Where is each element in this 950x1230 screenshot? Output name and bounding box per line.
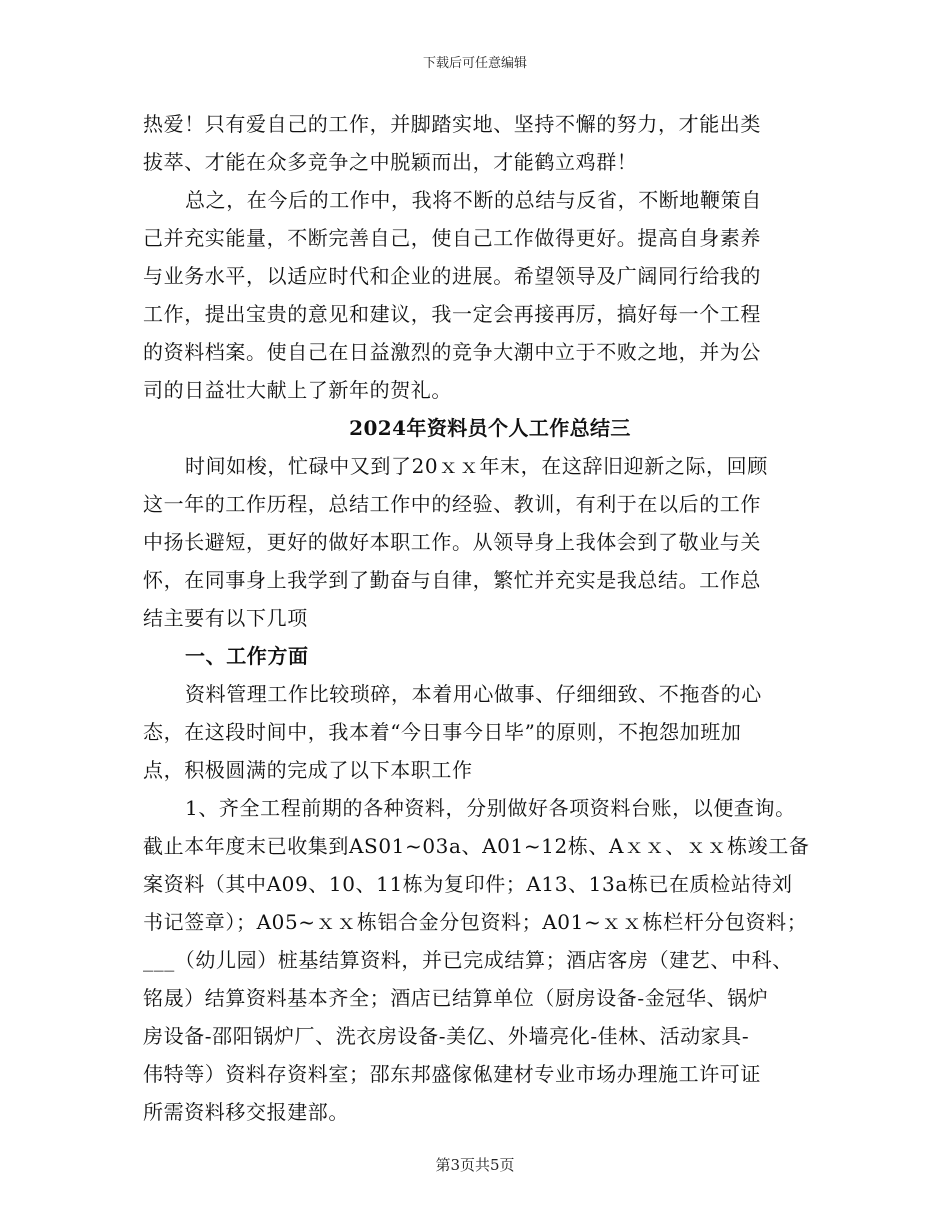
paragraph-line: 点，积极圆满的完成了以下本职工作	[143, 758, 473, 782]
paragraph-line: 所需资料移交报建部。	[143, 1100, 349, 1124]
subsection-heading: 一、工作方面	[185, 644, 309, 668]
paragraph-line: 总之，在今后的工作中，我将不断的总结与反省，不断地鞭策自	[185, 188, 762, 212]
paragraph-line: 态，在这段时间中，我本着“今日事今日毕”的原则，不抱怨加班加	[143, 720, 742, 744]
paragraph-line: 热爱！只有爱自己的工作，并脚踏实地、坚持不懈的努力，才能出类	[143, 112, 761, 136]
paragraph-line: 中扬长避短，更好的做好本职工作。从领导身上我体会到了敬业与关	[143, 530, 761, 554]
section-title: 2024年资料员个人工作总结三	[349, 416, 631, 440]
document-body	[143, 105, 827, 1131]
paragraph-line: 截止本年度末已收集到AS01~03a、A01~12栋、Aｘｘ、ｘｘ栋竣工备	[143, 834, 810, 858]
paragraph-line: 书记签章）；A05~ｘｘ栋铝合金分包资料；A01~ｘｘ栋栏杆分包资料；	[143, 910, 808, 934]
paragraph-line: 拔萃、才能在众多竞争之中脱颖而出，才能鹤立鸡群！	[143, 150, 638, 174]
paragraph-line: 工作，提出宝贵的意见和建议，我一定会再接再厉，搞好每一个工程	[143, 302, 761, 326]
paragraph-line: 的资料档案。使自己在日益激烈的竞争大潮中立于不败之地，并为公	[143, 340, 761, 364]
paragraph-line: 房设备-邵阳锅炉厂、洗衣房设备-美亿、外墙亮化-佳林、活动家具-	[143, 1024, 750, 1048]
paragraph-line: 资料管理工作比较琐碎，本着用心做事、仔细细致、不拖沓的心	[185, 682, 762, 706]
paragraph-line: 1、齐全工程前期的各种资料，分别做好各项资料台账，以便查询。	[185, 796, 796, 820]
paragraph-line: 己并充实能量，不断完善自己，使自己工作做得更好。提高自身素养	[143, 226, 761, 250]
paragraph-line: 司的日益壮大献上了新年的贺礼。	[143, 378, 452, 402]
paragraph-line: 这一年的工作历程，总结工作中的经验、教训，有利于在以后的工作	[143, 492, 761, 516]
paragraph-line: 结主要有以下几项	[143, 606, 308, 630]
paragraph-line: 与业务水平，以适应时代和企业的进展。希望领导及广阔同行给我的	[143, 264, 761, 288]
paragraph-line: 怀，在同事身上我学到了勤奋与自律，繁忙并充实是我总结。工作总	[143, 568, 761, 592]
page-header: 下载后可任意编辑	[422, 56, 527, 71]
paragraph-line: 铭晟）结算资料基本齐全；酒店已结算单位（厨房设备-金冠华、锅炉	[143, 986, 769, 1010]
page-footer: 第3页共5页	[435, 1156, 515, 1174]
paragraph-line: 案资料（其中A09、10、11栋为复印件；A13、13a栋已在质检站待刘	[143, 872, 793, 896]
paragraph-line: ___（幼儿园）桩基结算资料，并已完成结算；酒店客房（建艺、中科、	[143, 948, 793, 972]
paragraph-line: 伟特等）资料存资料室；邵东邦盛傢俬建材专业市场办理施工许可证	[143, 1062, 761, 1086]
paragraph-line: 时间如梭，忙碌中又到了20ｘｘ年末，在这辞旧迎新之际，回顾	[185, 454, 768, 478]
